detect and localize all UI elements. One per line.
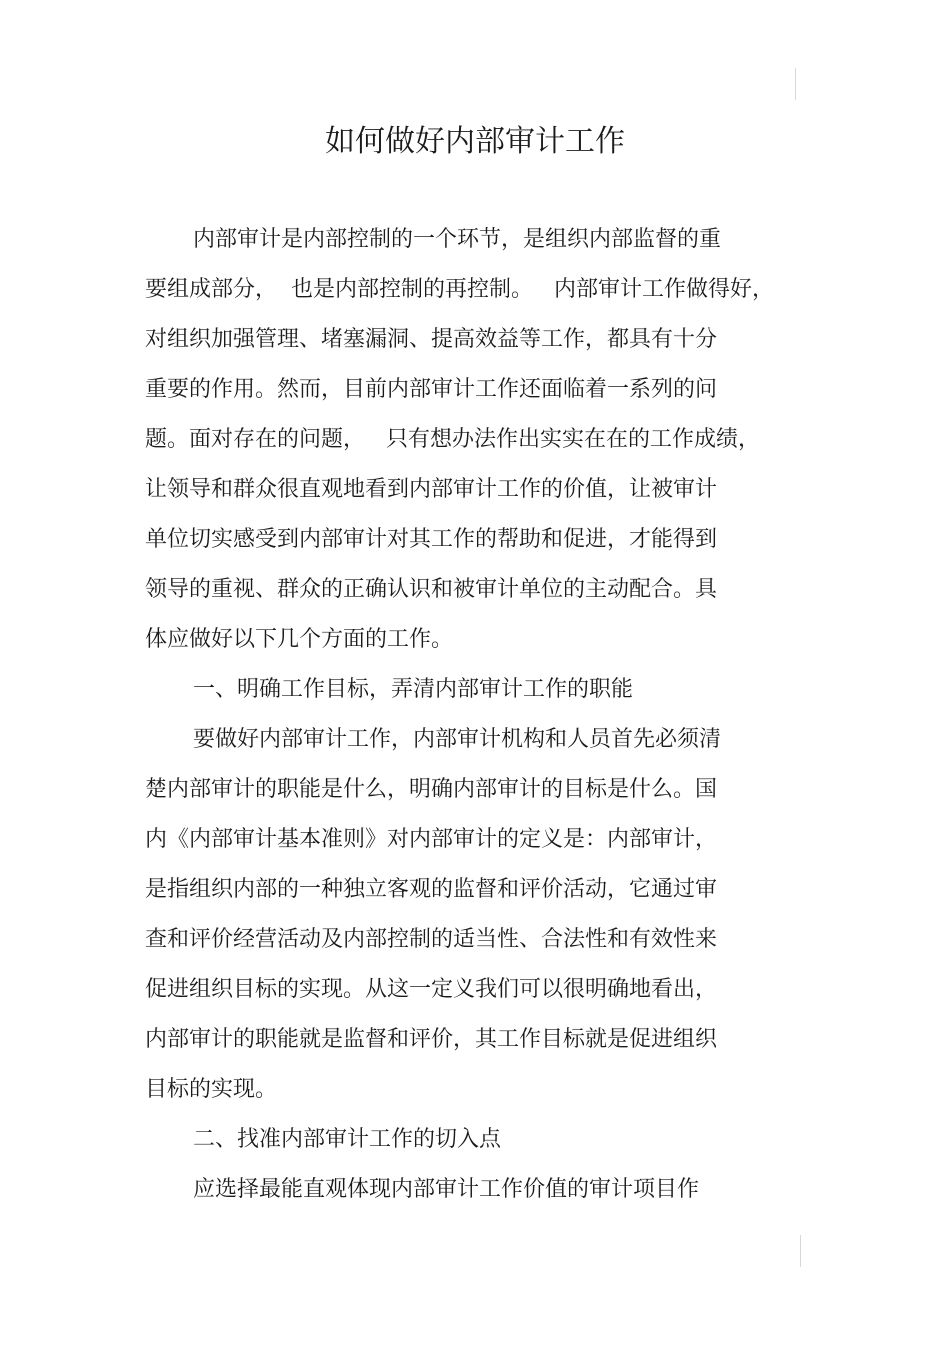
text-line: 是指组织内部的一种独立客观的监督和评价活动，它通过审 xyxy=(145,877,718,902)
text-line: 目标的实现。 xyxy=(145,1077,278,1102)
text-line: 体应做好以下几个方面的工作。 xyxy=(145,627,454,652)
document-title: 如何做好内部审计工作 xyxy=(325,124,625,159)
page-corner-mark-top xyxy=(795,68,796,100)
text-line: 要做好内部审计工作，内部审计机构和人员首先必须清 xyxy=(193,727,722,752)
text-line: 楚内部审计的职能是什么，明确内部审计的目标是什么。国 xyxy=(145,777,718,802)
section-heading-2: 二、找准内部审计工作的切入点 xyxy=(193,1127,502,1152)
text-line: 要组成部分， 也是内部控制的再控制。 内部审计工作做得好， xyxy=(145,277,774,302)
text-line: 查和评价经营活动及内部控制的适当性、合法性和有效性来 xyxy=(145,927,718,952)
text-line: 让领导和群众很直观地看到内部审计工作的价值，让被审计 xyxy=(145,477,718,502)
text-line: 领导的重视、群众的正确认识和被审计单位的主动配合。具 xyxy=(145,577,718,602)
text-line: 对组织加强管理、堵塞漏洞、提高效益等工作，都具有十分 xyxy=(145,327,718,352)
text-line: 单位切实感受到内部审计对其工作的帮助和促进，才能得到 xyxy=(145,527,718,552)
section-heading-1: 一、明确工作目标，弄清内部审计工作的职能 xyxy=(193,677,634,702)
text-line: 重要的作用。然而，目前内部审计工作还面临着一系列的问 xyxy=(145,377,718,402)
text-line: 内部审计的职能就是监督和评价，其工作目标就是促进组织 xyxy=(145,1027,718,1052)
text-line: 促进组织目标的实现。从这一定义我们可以很明确地看出， xyxy=(145,977,718,1002)
text-line: 内《内部审计基本准则》对内部审计的定义是：内部审计， xyxy=(145,827,718,852)
text-line: 题。面对存在的问题， 只有想办法作出实实在在的工作成绩， xyxy=(145,427,760,452)
text-line: 内部审计是内部控制的一个环节，是组织内部监督的重 xyxy=(193,227,722,252)
page-corner-mark-bottom xyxy=(800,1235,801,1267)
text-line: 应选择最能直观体现内部审计工作价值的审计项目作 xyxy=(193,1177,700,1202)
